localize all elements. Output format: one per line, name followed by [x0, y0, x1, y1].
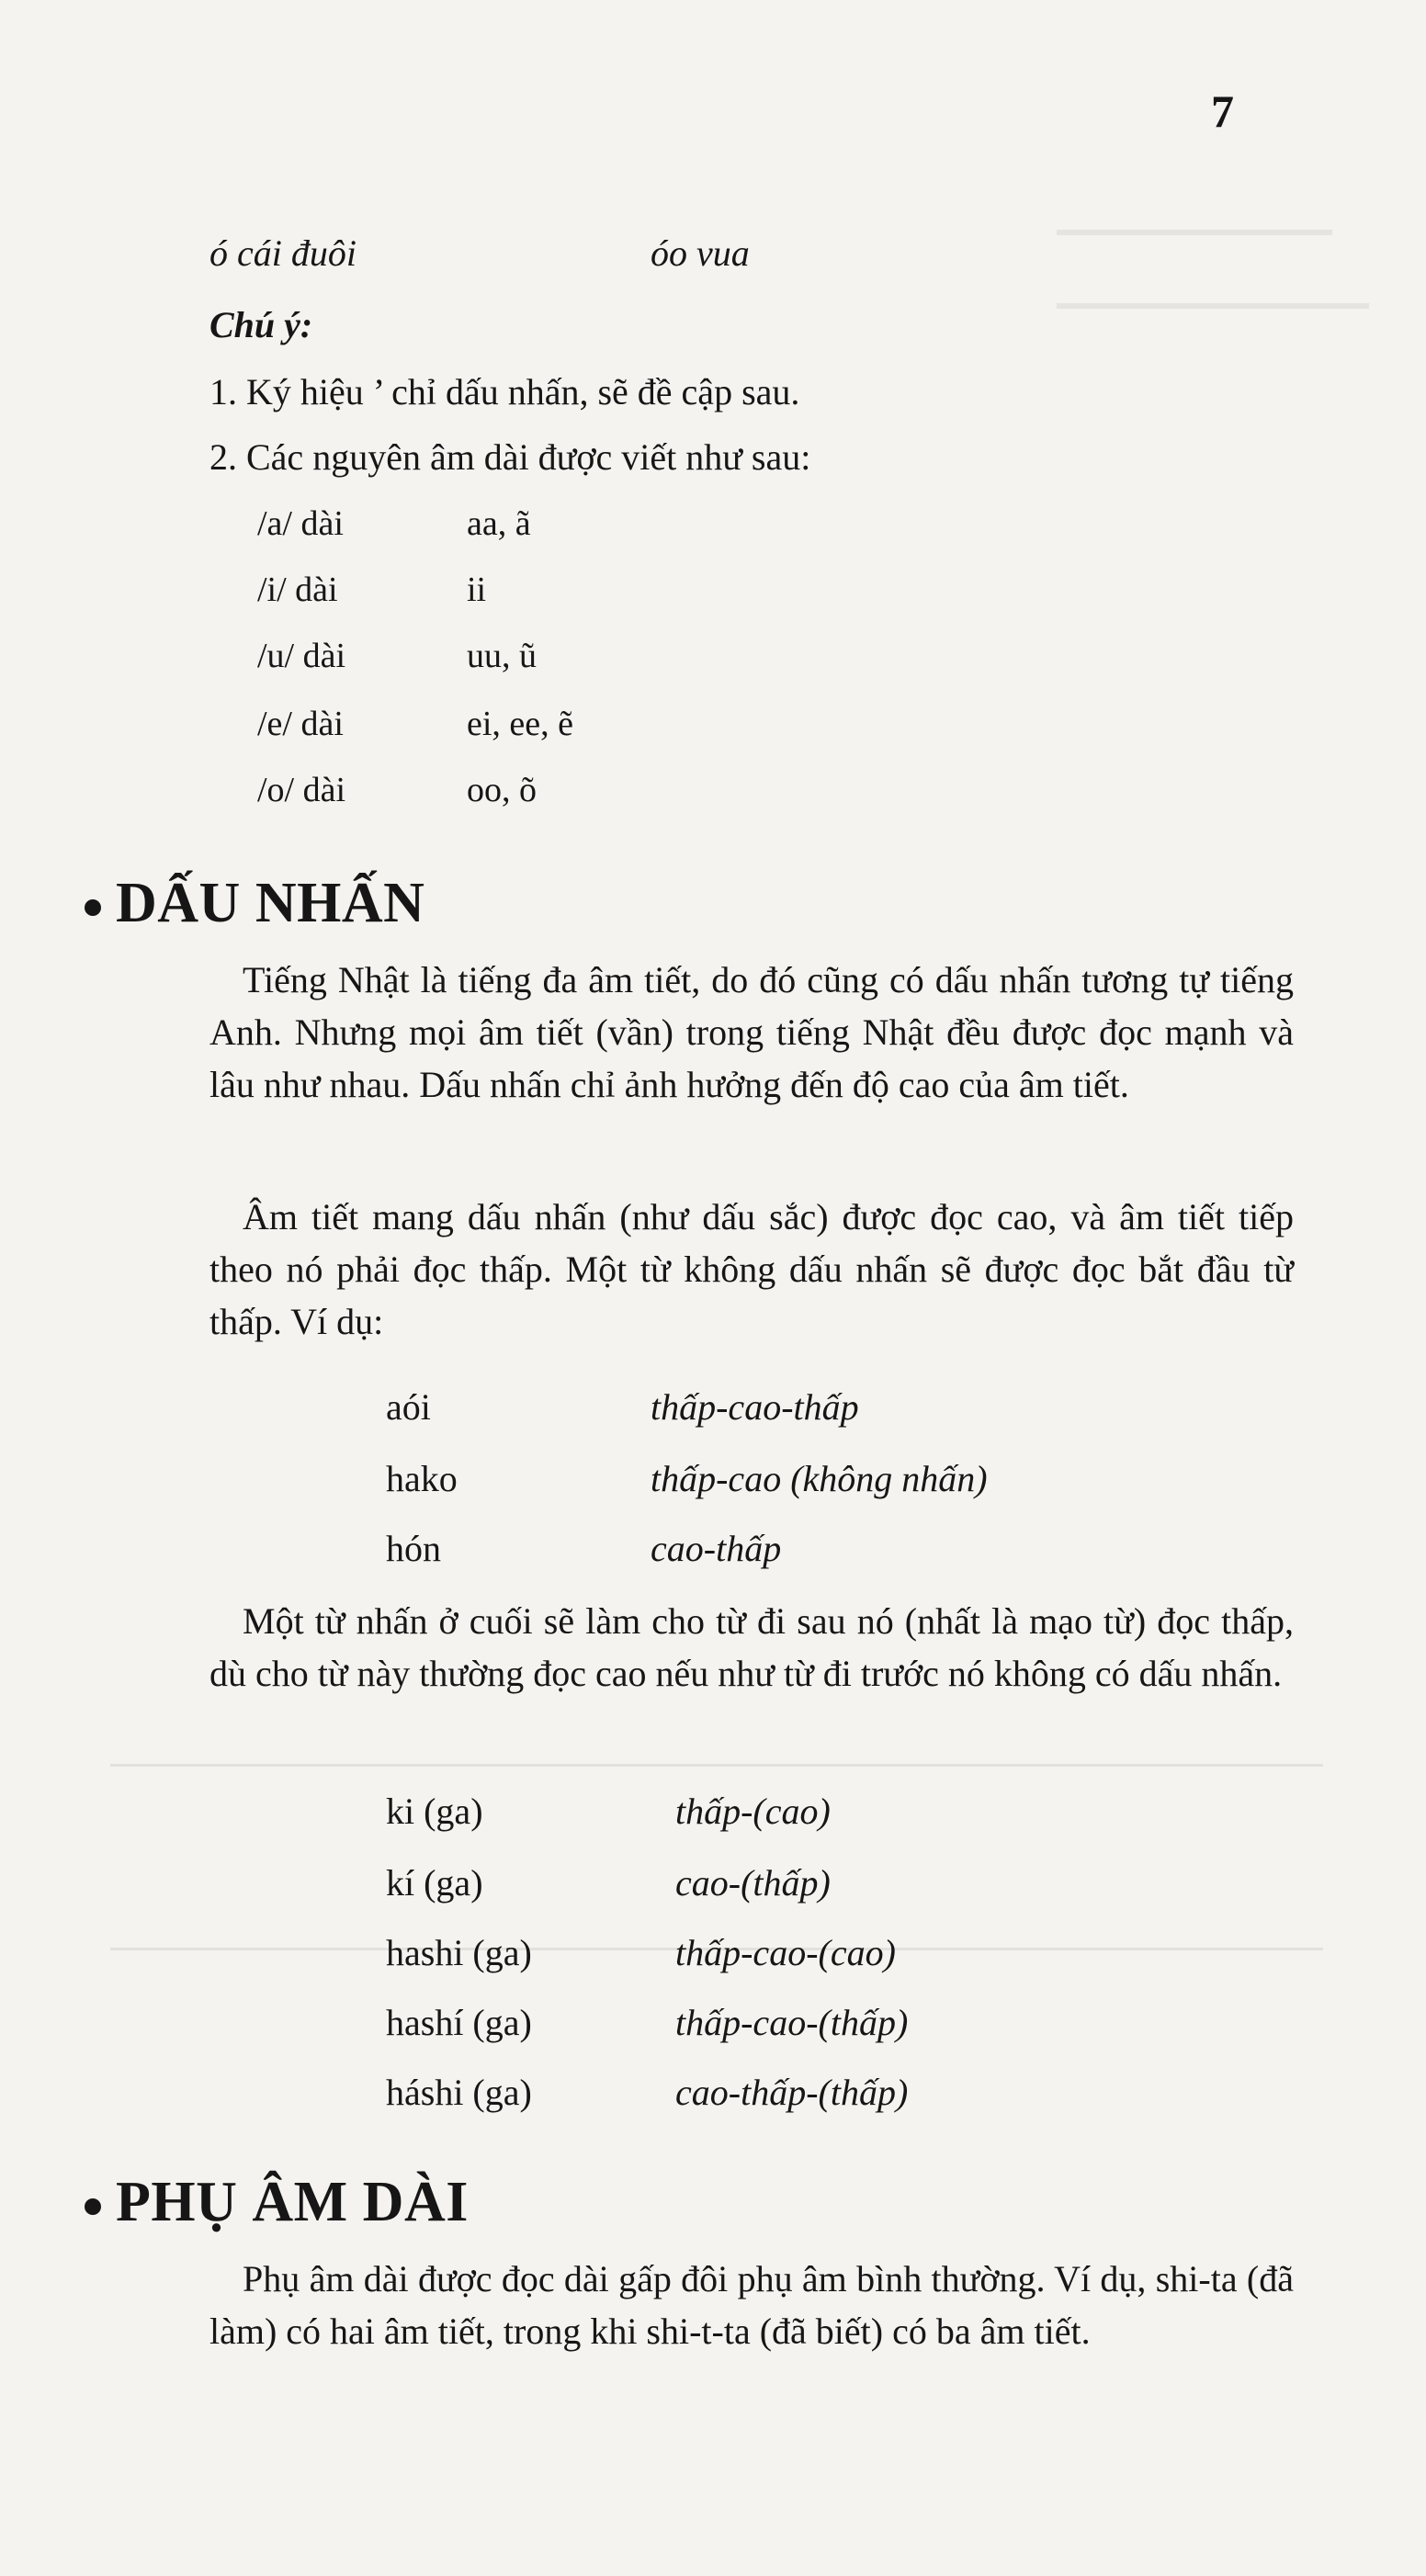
long-vowel-spelling: ii — [467, 571, 487, 609]
page-number: 7 — [1211, 85, 1234, 137]
example-word: kí (ga) — [386, 1862, 483, 1904]
section-heading-long-consonant — [85, 2170, 469, 2235]
example-word: hashí (ga) — [386, 2002, 532, 2043]
example-word: hako — [386, 1458, 458, 1499]
example-pattern: cao-thấp-(thấp) — [675, 2072, 909, 2113]
example-pattern: cao-(thấp) — [675, 1862, 831, 1904]
section-title: DẤU NHẤN — [116, 872, 425, 934]
example-pattern: thấp-(cao) — [675, 1791, 831, 1832]
long-vowel-spelling: ei, ee, ẽ — [467, 705, 574, 743]
note-line-1: 1. Ký hiệu ’ chỉ dấu nhấn, sẽ đề cập sau. — [209, 371, 800, 412]
example-word: aói — [386, 1386, 431, 1428]
top-line-left: ó cái đuôi — [209, 232, 356, 274]
long-vowel-name: /i/ dài — [257, 571, 338, 609]
accent-paragraph-2: Âm tiết mang dấu nhấn (như dấu sắc) được đọc cao, và âm tiết tiếp theo nó phải đọc thấp. Một từ không dấu nhấn sẽ được đọc bắt đầu từ thấp. Ví dụ: — [209, 1196, 1294, 1342]
note-label: Chú ý: — [209, 304, 313, 345]
long-vowel-name: /e/ dài — [257, 705, 344, 743]
example-pattern: thấp-cao-(thấp) — [675, 2002, 909, 2043]
section-heading-accent — [85, 871, 424, 936]
example-word: ki (ga) — [386, 1791, 483, 1832]
example-word: háshi (ga) — [386, 2072, 532, 2113]
example-word: hón — [386, 1528, 441, 1569]
long-consonant-paragraph-1: Phụ âm dài được đọc dài gấp đôi phụ âm bình thường. Ví dụ, shi-ta (đã làm) có hai âm tiết, trong khi shi-t-ta (đã biết) có ba âm tiết. — [209, 2258, 1294, 2352]
long-vowel-spelling: uu, ũ — [467, 637, 537, 675]
example-pattern: thấp-cao (không nhấn) — [651, 1458, 988, 1499]
section-title: PHỤ ÂM DÀI — [116, 2171, 469, 2233]
long-vowel-name: /a/ dài — [257, 504, 344, 543]
example-pattern: thấp-cao-thấp — [651, 1386, 859, 1428]
accent-paragraph-1: Tiếng Nhật là tiếng đa âm tiết, do đó cũng có dấu nhấn tương tự tiếng Anh. Nhưng mọi âm tiết (vần) trong tiếng Nhật đều được đọc mạnh và lâu như nhau. Dấu nhấn chỉ ảnh hưởng đến độ cao của âm tiết. — [209, 959, 1294, 1105]
long-vowel-spelling: oo, õ — [467, 771, 537, 809]
note-line-2: 2. Các nguyên âm dài được viết như sau: — [209, 436, 811, 478]
example-word: hashi (ga) — [386, 1932, 532, 1973]
example-pattern: thấp-cao-(cao) — [675, 1932, 896, 1973]
accent-paragraph-3: Một từ nhấn ở cuối sẽ làm cho từ đi sau nó (nhất là mạo từ) đọc thấp, dù cho từ này thường đọc cao nếu như từ đi trước nó không có dấu nhấn. — [209, 1600, 1294, 1694]
bullet-icon — [85, 2198, 101, 2215]
long-vowel-spelling: aa, ã — [467, 504, 531, 543]
bullet-icon — [85, 899, 101, 916]
long-vowel-name: /u/ dài — [257, 637, 346, 675]
long-vowel-name: /o/ dài — [257, 771, 346, 809]
top-line-right: óo vua — [651, 232, 750, 274]
example-pattern: cao-thấp — [651, 1528, 782, 1569]
